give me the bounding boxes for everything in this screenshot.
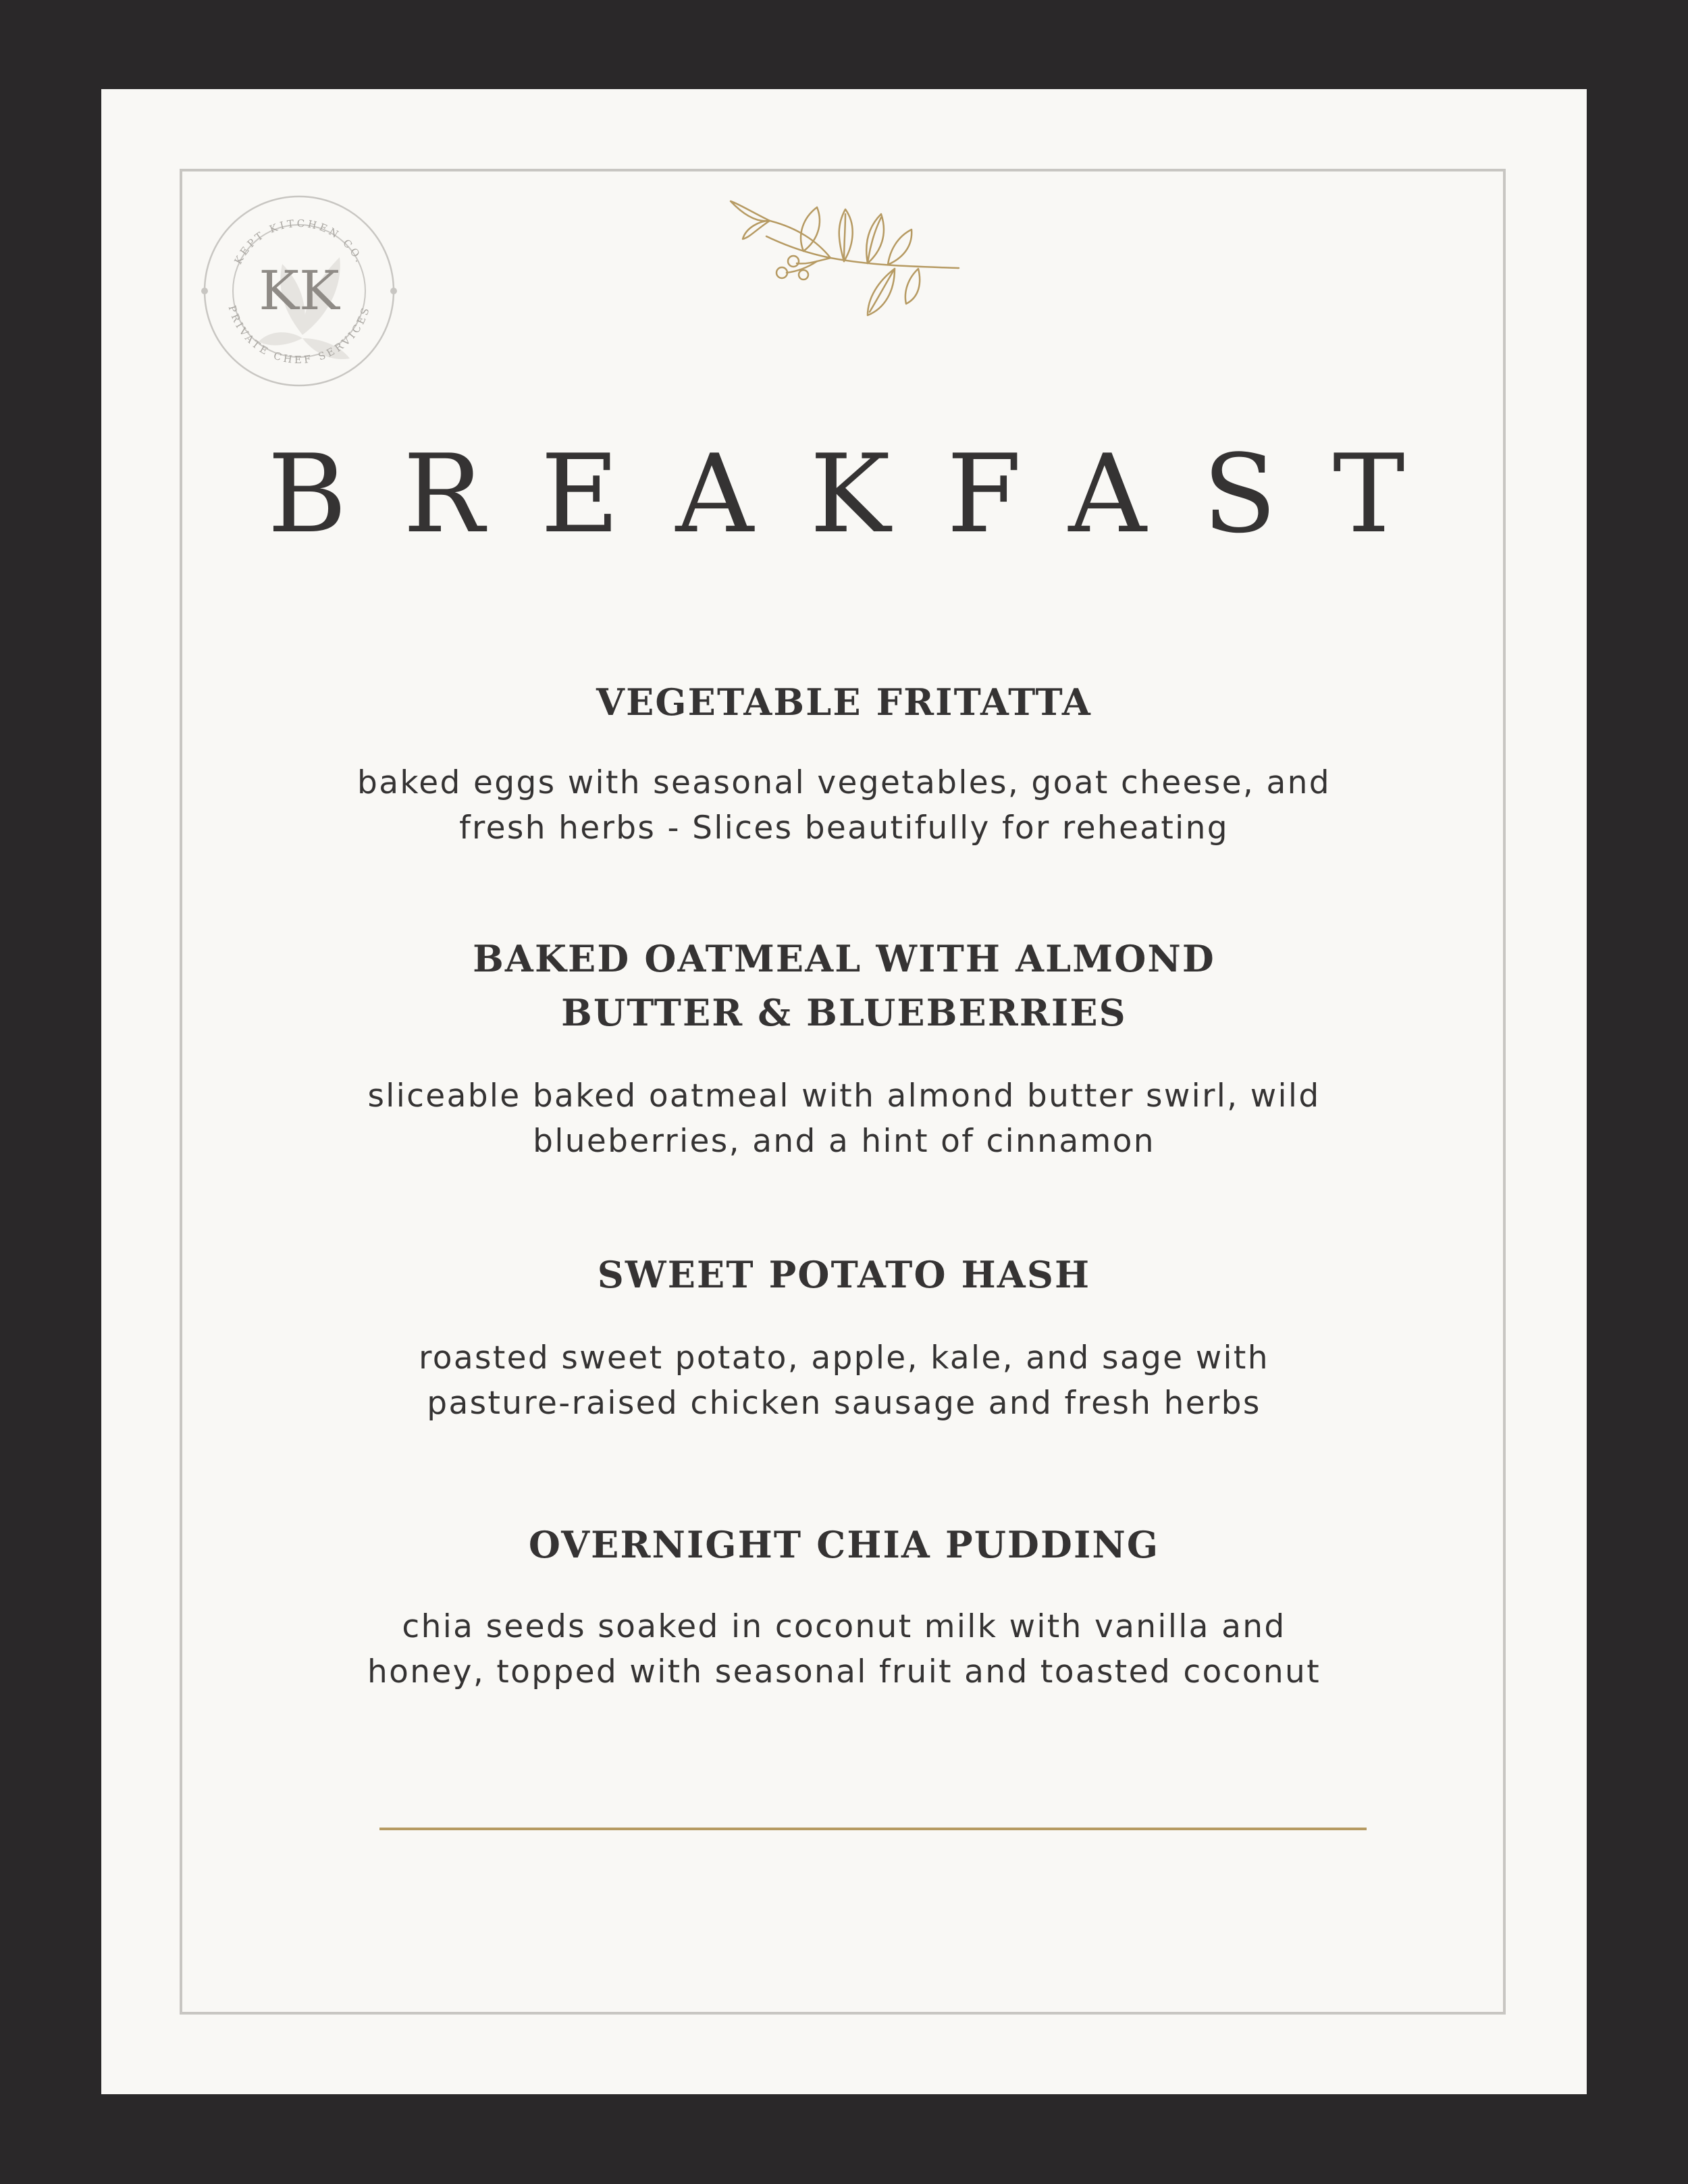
kept-kitchen-logo [201, 193, 397, 389]
item-name-vegetable-fritatta: VEGETABLE FRITATTA [596, 681, 1092, 724]
logo-bottom-text: PRIVATE CHEF SERVICES [226, 304, 373, 367]
menu-title: BREAKFAST [267, 431, 1461, 557]
sprig-ornament-icon [729, 197, 966, 325]
item-desc-line: pasture-raised chicken sausage and fresh herbs [427, 1385, 1261, 1422]
item-desc-line: honey, topped with seasonal fruit and toasted coconut [367, 1653, 1321, 1690]
item-name-baked-oatmeal-line-2: BUTTER & BLUEBERRIES [561, 991, 1127, 1034]
item-name-sweet-potato-hash: SWEET POTATO HASH [597, 1253, 1091, 1296]
item-desc-line: baked eggs with seasonal vegetables, goat cheese, and [357, 764, 1331, 801]
logo-monogram: KK [259, 259, 340, 322]
logo-top-text: KEPT KITCHEN CO. [232, 217, 367, 267]
item-desc-line: blueberries, and a hint of cinnamon [533, 1123, 1155, 1160]
item-desc-line: roasted sweet potato, apple, kale, and sage with [419, 1339, 1269, 1377]
item-desc-line: chia seeds soaked in coconut milk with vanilla and [402, 1608, 1286, 1645]
item-name-overnight-chia-pudding: OVERNIGHT CHIA PUDDING [528, 1523, 1160, 1566]
item-name-baked-oatmeal: BAKED OATMEAL WITH ALMOND [473, 937, 1215, 980]
item-desc-line: fresh herbs - Slices beautifully for reheating [459, 809, 1229, 847]
gold-divider [379, 1828, 1367, 1830]
item-desc-line: sliceable baked oatmeal with almond butter swirl, wild [367, 1077, 1321, 1115]
